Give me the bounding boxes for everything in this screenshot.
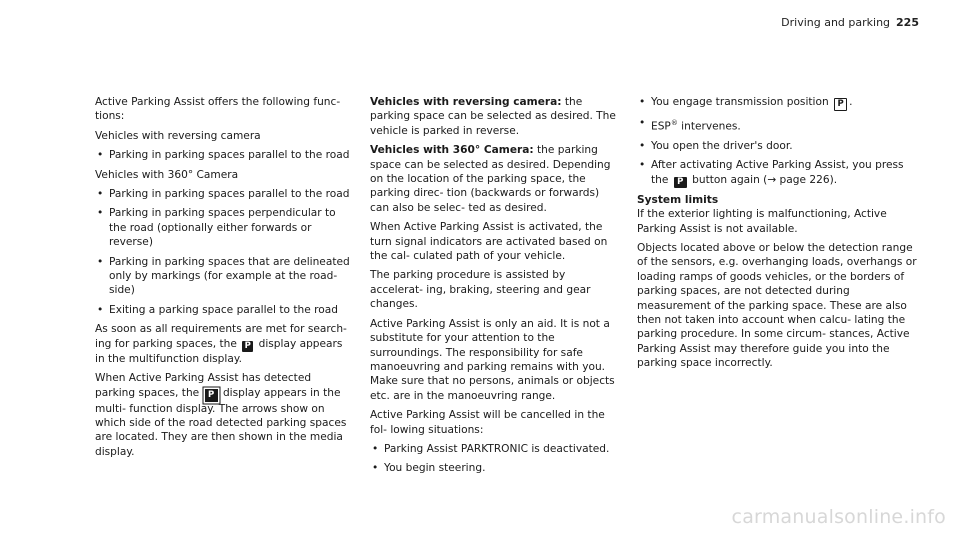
page-number: 225 [896, 16, 919, 29]
assist-procedure-paragraph: The parking procedure is assisted by accelerat- ing, braking, steering and gear changes. [370, 269, 591, 311]
list-item: • You open the driver's door. [637, 139, 919, 153]
search-requirements-text: As soon as all requirements are met for search- ing for parking spaces, the P display appears in the multifunction display. [95, 323, 347, 365]
group-label-reversing-camera: Vehicles with reversing camera [95, 129, 261, 142]
aid-warning-paragraph: Active Parking Assist is only an aid. It is not a substitute for your attention to the surroundings. The responsibility for safe manoeuvring and parking remains with you. Make sure that no persons, animals or objects etc. are in the manoeuvring range. [370, 317, 615, 402]
column-left [95, 95, 351, 464]
function-list-reversing [95, 148, 351, 162]
cancel-intro-paragraph: Active Parking Assist will be cancelled in the fol- lowing situations: [370, 409, 605, 436]
page-header [781, 16, 919, 30]
detected-spaces-text: When Active Parking Assist has detected parking spaces, the P display appears in the multi- function display. The arrows show on which side of the road detected parking spaces are located. They are then shown in the media display. [95, 372, 347, 458]
list-item: • Parking in parking spaces that are delineated only by markings (for example at the road- side) [95, 255, 351, 298]
intro-text: Active Parking Assist offers the following func- tions: [95, 96, 341, 123]
parking-assist-button-icon: P [674, 177, 687, 188]
cancel-situations-list-cont [637, 95, 919, 188]
section-title: Driving and parking [781, 16, 891, 29]
list-item: • ESP® intervenes. [637, 116, 919, 134]
column-right [637, 95, 919, 376]
function-list-360 [95, 187, 351, 317]
reversing-camera-paragraph: Vehicles with reversing camera: the parking space can be selected as desired. The vehicle is parked in reverse. [370, 96, 616, 137]
parking-display-icon: P [242, 341, 253, 352]
list-item: • Parking in parking spaces parallel to the road [95, 187, 351, 201]
turn-signal-paragraph: When Active Parking Assist is activated, the turn signal indicators are activated based on the cal- culated path of your vehicle. [370, 221, 608, 263]
group-label-360-camera: Vehicles with 360° Camera [95, 168, 239, 181]
cancel-situations-list [370, 442, 620, 476]
transmission-p-icon: P [834, 98, 847, 111]
list-item: • Parking in parking spaces parallel to the road [95, 148, 351, 162]
system-limits-heading: System limits [637, 193, 719, 206]
list-item: • Parking in parking spaces perpendicular to the road (optionally either forwards or reverse) [95, 206, 351, 249]
watermark: carmanualsonline.info [731, 506, 946, 528]
column-middle [370, 95, 620, 481]
list-item: • You begin steering. [370, 461, 620, 475]
lighting-malfunction-paragraph: If the exterior lighting is malfunctioning, Active Parking Assist is not available. [637, 208, 887, 235]
list-item: • Parking Assist PARKTRONIC is deactivated. [370, 442, 620, 456]
camera-360-paragraph: Vehicles with 360° Camera: the parking space can be selected as desired. Depending on the location of the parking space, the parking direc- tion (backwards or forwards) can also be selec- ted as desired. [370, 144, 611, 214]
parking-spaces-detected-icon: P [205, 389, 218, 402]
detection-limits-paragraph: Objects located above or below the detection range of the sensors, e.g. overhanging loads, overhangs or loading ramps of goods vehicles, or the borders of parking spaces, are not detected during measurement of the parking space. These are also then not taken into account when calcu- lating the parking procedure. In some circum- stances, Active Parking Assist may therefore guide you into the parking space incorrectly. [637, 241, 917, 370]
list-item: • Exiting a parking space parallel to the road [95, 303, 351, 317]
list-item: • You engage transmission position P . [637, 95, 919, 111]
list-item: • After activating Active Parking Assist, you press the P button again (→ page 226). [637, 158, 919, 187]
